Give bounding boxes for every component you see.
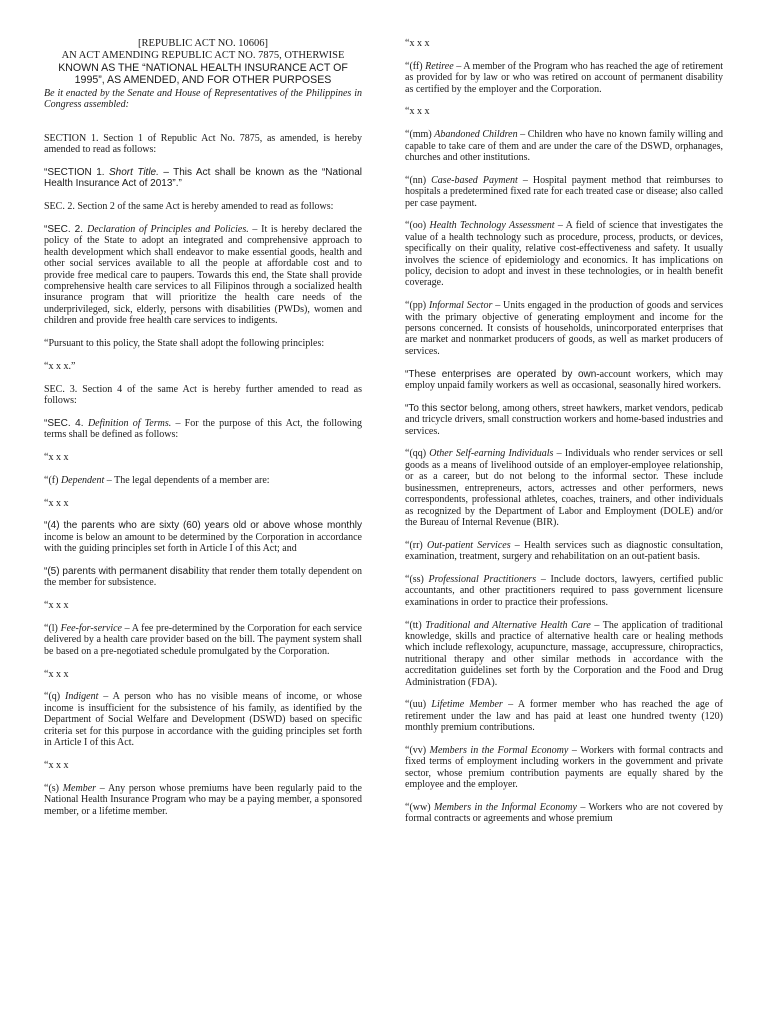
- definition-pp: [405, 300, 723, 357]
- omission-marker: “x x x: [405, 38, 430, 49]
- enacting-clause: Be it enacted by the Senate and House of Representatives of the Philippines in Congress assembled:: [44, 88, 362, 111]
- document-header: [44, 38, 362, 86]
- definition-rr: [405, 540, 723, 563]
- term-title: Informal Sector: [428, 300, 493, 312]
- definition-label: “(q): [44, 691, 66, 703]
- omission-marker: “x x x: [44, 668, 69, 680]
- term-title: Indigent: [65, 691, 99, 703]
- item-body: income is below an amount to be determined by the Corporation in accordance with the guiding principles set forth in Article I of this Act; and: [44, 531, 362, 555]
- definition-body: – Include doctors, lawyers, certified public accountants, and other practitioners required to pass government licensure examinations in order to practice their professions.: [405, 573, 723, 608]
- term-title: Health Technology Assessment: [429, 220, 555, 232]
- definition-body: – Workers who are not covered by formal contracts or agreements and whose premium: [405, 801, 723, 825]
- act-title-line2: KNOWN AS THE “NATIONAL HEALTH INSURANCE ACT OF 1995”, AS AMENDED, AND FOR OTHER PURPOSES: [58, 62, 348, 86]
- definition-label: “(nn): [405, 174, 432, 186]
- omission-marker: “x x x: [44, 600, 69, 612]
- definition-body: – Children who have no known family willing and capable to take care of them and are under the care of the DSWD, orphanages, churches and other institutions.: [405, 129, 724, 164]
- definition-uu: [405, 699, 723, 733]
- definition-label: “(f): [44, 474, 61, 486]
- definition-label: “(uu): [405, 699, 432, 711]
- item-body: lity that render them totally dependent on the member for subsistence.: [44, 566, 362, 589]
- definition-ww: [405, 802, 723, 825]
- definition-label: “(tt): [405, 619, 426, 631]
- term-title: Fee-for-service: [60, 623, 122, 635]
- definition-qq: [405, 448, 723, 528]
- term-title: Other Self-earning Individuals: [429, 448, 554, 460]
- paragraph-lead: “These enterprises are operated by own: [405, 368, 597, 380]
- omission-marker: “x x x: [44, 759, 69, 771]
- section-3: SEC. 3. Section 4 of the same Act is hereby further amended to read as follows:: [44, 383, 362, 407]
- term-title: Traditional and Alternative Health Care: [425, 619, 591, 631]
- enterprises-paragraph: [405, 369, 723, 392]
- term-title: Short Title.: [108, 167, 159, 179]
- paragraph-body: belong, among others, street hawkers, market vendors, pedicab and tricycle drivers, small construction workers and home-based industries and services.: [405, 402, 723, 437]
- term-title: Dependent: [60, 474, 105, 486]
- quote-lead: “SEC. 2.: [44, 224, 87, 236]
- definition-ss: [405, 574, 723, 608]
- section-2-quote: [44, 224, 362, 327]
- definition-mm: [405, 129, 723, 163]
- definition-label: “(s): [44, 782, 63, 794]
- definition-label: “(ss): [405, 573, 429, 585]
- quote-lead: “SEC. 4.: [44, 417, 88, 429]
- definition-ff: [405, 61, 723, 95]
- definition-vv: [405, 745, 723, 791]
- definition-body: – A member of the Program who has reached the age of retirement as provided for by law or who was retired on account of permanent disability as certified by the employer and the Corporation.: [405, 60, 724, 95]
- term-title: Retiree: [425, 60, 454, 72]
- definition-q: [44, 691, 362, 748]
- term-title: Definition of Terms.: [87, 417, 172, 429]
- definition-f: [44, 475, 362, 486]
- quote-body: – For the purpose of this Act, the following terms shall be defined as follows:: [44, 417, 362, 441]
- definition-body: – Hospital payment method that reimburses to hospitals a predetermined fixed rate for each treated case or disease; also called per case payment.: [405, 174, 724, 209]
- definition-body: – Individuals who render services or sell goods as a means of livelihood outside of an employer-employee relationship, or as a career, but do not belong to the informal sector. These include businessmen, entrepreneurs, actors, actresses and other performers, news correspondents, professional athletes, coaches, trainers, and other individuals as recognized by the Department of Labor and Employment (DOLE) and/or the Bureau of Internal Revenue (BIR).: [405, 448, 723, 528]
- definition-body: – Workers with formal contracts and fixed terms of employment including workers in the government and private sector, whose premium contribution payments are equally shared by the employee and the employer.: [405, 744, 723, 791]
- paragraph-body: -account workers, which may employ unpaid family workers as well as occasional, seasonally hired workers.: [405, 368, 723, 392]
- definition-label: “(qq): [405, 448, 430, 460]
- definition-body: – Units engaged in the production of goods and services with the primary objective of generating employment and income for the persons concerned. It consists of households, unincorporated enterprises that are market and nonmarket producers of goods, as well as market producers of services.: [405, 300, 723, 357]
- section-1-quote: [44, 167, 362, 190]
- definition-label: “(oo): [405, 220, 430, 232]
- definition-label: “(l): [44, 623, 61, 635]
- definition-nn: [405, 175, 723, 209]
- paragraph-lead: “To this sector: [405, 402, 468, 414]
- definition-body: – A field of science that investigates the value of a health technology such as procedure, process, products, or devices, specifically on their quality, relative cost-effectiveness and safety. It usually involves the science of epidemiology and economics. It has implications on policy, decision to adopt and invest in these technologies, or in health benefit coverage.: [405, 220, 724, 289]
- pursuant-paragraph: “Pursuant to this policy, the State shall adopt the following principles:: [44, 338, 325, 350]
- definition-label: “(vv): [405, 744, 430, 756]
- term-title: Lifetime Member: [431, 699, 503, 711]
- term-title: Members in the Formal Economy: [429, 744, 569, 756]
- quote-lead: “SECTION 1.: [44, 167, 109, 179]
- section-1: SECTION 1. Section 1 of Republic Act No. 7875, as amended, is hereby amended to read as follows:: [44, 132, 362, 156]
- right-column: [405, 38, 723, 836]
- definition-label: “(pp): [405, 300, 429, 312]
- definition-label: “(ww): [405, 801, 434, 813]
- left-column: [44, 38, 362, 828]
- term-title: Declaration of Principles and Policies.: [86, 224, 249, 236]
- omission-marker: “x x x: [44, 497, 69, 509]
- definition-body: – A fee pre-determined by the Corporation for each service delivered by a health care provider based on the bill. The payment system shall be based on a pre-negotiated schedule promulgated by the Corporation.: [44, 623, 362, 657]
- quote-body: – It is hereby declared the policy of the State to adopt an integrated and comprehensive approach to health development which shall endeavor to make essential goods, health and other social services available to all the people at affordable cost and to provide free medical care to paupers. Towards this end, the State shall provide comprehensive health care services to all Filipinos through a socialized health insurance program that will prioritize the health care needs of the underprivileged, sick, elderly, persons with disabilities (PWDs), women and children and provide free health care services to indigents.: [44, 224, 362, 327]
- term-title: Abandoned Children: [434, 129, 518, 141]
- item-lead: “(4) the parents who are sixty (60) years old or above whose monthly: [44, 520, 362, 532]
- definition-oo: [405, 220, 723, 288]
- term-title: Member: [62, 782, 97, 794]
- term-title: Members in the Informal Economy: [433, 801, 577, 813]
- term-title: Professional Practitioners: [428, 573, 537, 585]
- definition-body: – A person who has no visible means of income, or whose income is insufficient for the subsistence of his family, as identified by the Department of Social Welfare and Development (DSWD) based on specific criteria set for this purpose in accordance with the guiding principles set forth in Article I of this Act.: [44, 691, 362, 749]
- section-2: SEC. 2. Section 2 of the same Act is hereby amended to read as follows:: [44, 201, 334, 213]
- section-4-quote: [44, 418, 362, 441]
- dependent-item-5: [44, 566, 362, 589]
- definition-s: [44, 783, 362, 817]
- term-title: Out-patient Services: [426, 539, 511, 551]
- act-title-line1: AN ACT AMENDING REPUBLIC ACT NO. 7875, OTHERWISE: [61, 50, 345, 61]
- definition-label: “(mm): [405, 129, 435, 141]
- dependent-item-4: [44, 520, 362, 554]
- definition-body: – Any person whose premiums have been regularly paid to the National Health Insurance Program who may be a paying member, a sponsored member, or a lifetime member.: [44, 782, 362, 817]
- definition-body: – A former member who has reached the age of retirement under the law and has paid at least one hundred twenty (120) monthly premium contributions.: [405, 699, 723, 734]
- republic-act-number: [REPUBLIC ACT NO. 10606]: [138, 38, 268, 49]
- definition-body: – The legal dependents of a member are:: [104, 474, 270, 486]
- definition-body: – The application of traditional knowledge, skills and practice of alternative health care or healing methods which include reflexology, acupuncture, massage, accupressure, chiropractics, nutritional therapy and other similar methods in accordance with the accreditation guidelines set forth by the Corporation and the Food and Drug Administration (FDA).: [405, 619, 724, 688]
- definition-label: “(rr): [405, 539, 427, 551]
- definition-tt: [405, 620, 723, 688]
- sector-paragraph: [405, 403, 723, 437]
- omission-marker: “x x x: [44, 452, 69, 464]
- term-title: Case-based Payment: [431, 174, 518, 186]
- quote-body: – This Act shall be known as the “National Health Insurance Act of 2013”.”: [44, 167, 362, 190]
- omission-marker: “x x x.”: [44, 360, 76, 372]
- definition-label: “(ff): [405, 60, 426, 72]
- omission-marker: “x x x: [405, 106, 430, 118]
- definition-l: [44, 623, 362, 657]
- definition-body: – Health services such as diagnostic consultation, examination, treatment, surgery and rehabilitation on an out-patient basis.: [405, 539, 723, 563]
- item-lead: “(5) parents with permanent disabi: [44, 566, 197, 578]
